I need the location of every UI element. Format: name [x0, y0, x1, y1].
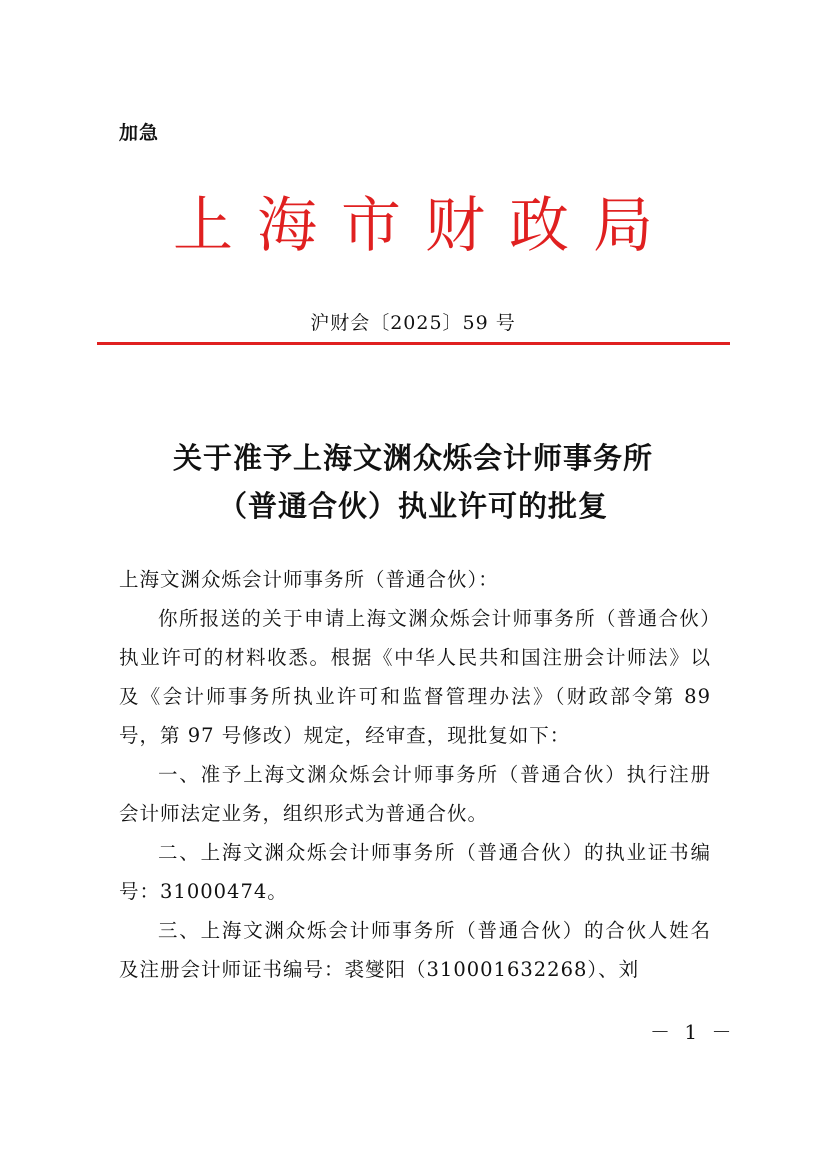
- urgency-mark: 加急: [119, 122, 160, 144]
- document-title-line-1: 关于准予上海文渊众烁会计师事务所: [172, 441, 653, 475]
- body-paragraph: 你所报送的关于申请上海文渊众烁会计师事务所（普通合伙）执业许可的材料收悉。根据《中华人民共和国注册会计师法》以及《会计师事务所执业许可和监督管理办法》（财政部令第 89 号，第 97 号修改）规定，经审查，现批复如下：: [119, 607, 711, 747]
- page-number: － 1 －: [650, 1020, 736, 1044]
- body-paragraph: 二、上海文渊众烁会计师事务所（普通合伙）的执业证书编号：31000474。: [119, 841, 711, 903]
- body-paragraph: 三、上海文渊众烁会计师事务所（普通合伙）的合伙人姓名及注册会计师证书编号：裘燮阳（310001632268）、刘: [119, 919, 711, 981]
- issuing-authority-header: 上海市财政局: [173, 191, 677, 261]
- salutation: 上海文渊众烁会计师事务所（普通合伙）：: [119, 568, 499, 591]
- document-number: 沪财会〔2025〕59 号: [310, 312, 516, 334]
- document-title: [96, 434, 730, 530]
- red-divider-line: [97, 342, 730, 345]
- document-body: [119, 560, 711, 989]
- body-paragraph: 一、准予上海文渊众烁会计师事务所（普通合伙）执行注册会计师法定业务，组织形式为普通合伙。: [119, 763, 711, 825]
- document-title-line-2: （普通合伙）执业许可的批复: [217, 489, 608, 523]
